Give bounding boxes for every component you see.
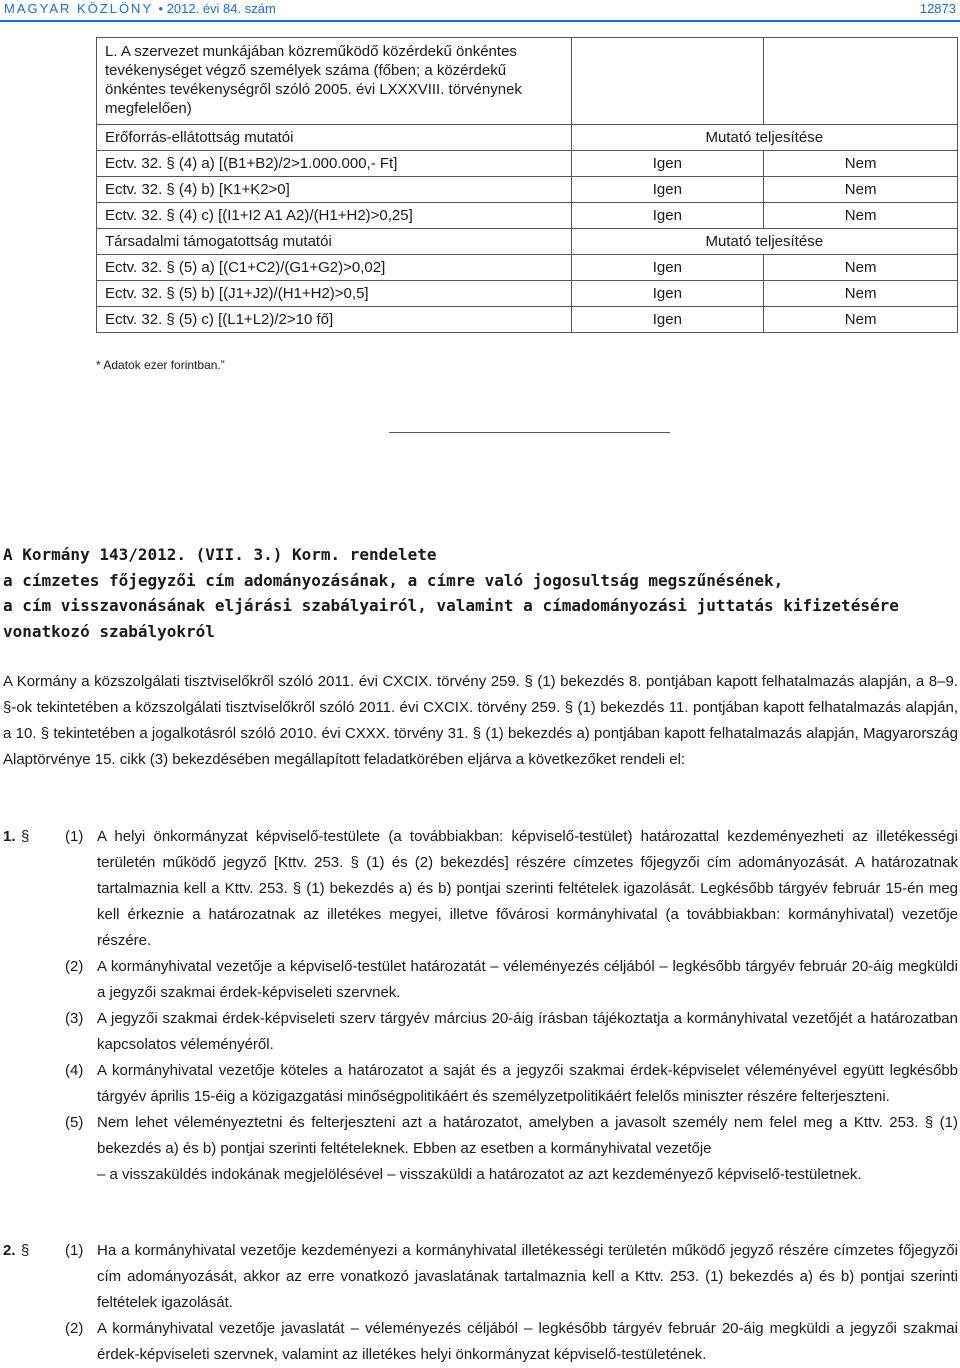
article-1 [3,824,958,1188]
section-label: Társadalmi támogatottság mutatói [97,229,572,255]
paragraph [3,1058,958,1110]
criterion-cell: Ectv. 32. § (4) b) [K1+K2>0] [97,177,572,203]
decree-title-line: A Kormány 143/2012. (VII. 3.) Korm. rendelete [3,545,437,564]
article-number: 1. [3,828,16,845]
paragraph-number: (2) [65,1320,84,1337]
paragraph [3,1316,958,1368]
paragraph [3,1006,958,1058]
paragraph [3,954,958,1006]
table-row [97,177,958,203]
yes-cell: Igen [571,281,764,307]
paragraph-text: A kormányhivatal vezetője köteles a határozatot a saját és a jegyzői szakmai érdek-képviselet véleményével együtt legkésőbb tárgyév április 15-éig a közigazgatási minőségpolitikáért és személyzetpolitikáért felelős miniszter részére felterjeszteni. [97,1062,958,1105]
section-separator [389,432,670,433]
result-header: Mutató teljesítése [571,229,958,255]
criterion-cell: Ectv. 32. § (5) b) [(J1+J2)/(H1+H2)>0,5] [97,281,572,307]
article-number: 2. [3,1242,16,1259]
criterion-cell: Ectv. 32. § (4) a) [(B1+B2)/2>1.000.000,- Ft] [97,151,572,177]
paragraph-number: (2) [65,958,84,975]
indicator-table [96,37,958,333]
table-row [97,151,958,177]
table-row [97,281,958,307]
section-sign: § [21,828,30,845]
decree-title-line: a címzetes főjegyzői cím adományozásának, a címre való jogosultság megszűnésének, [3,570,784,590]
yes-cell: Igen [571,203,764,229]
paragraph-text: Ha a kormányhivatal vezetője kezdeményezi a kormányhivatal illetékességi területén működő jegyző részére címzetes főjegyzői cím adományozását, akkor az erre vonatkozó javaslatának tartalmaznia kell a Kttv. 253. (1) bekezdés a) és b) pontjai szerinti feltételek igazolását. [97,1242,958,1311]
paragraph-text-continued: – a visszaküldés indokának megjelölésével – visszaküldi a határozatot az azt kezdeményező képviselő-testületnek. [97,1166,862,1183]
criterion-cell: Ectv. 32. § (5) a) [(C1+C2)/(G1+G2)>0,02] [97,255,572,281]
paragraph [3,824,958,954]
paragraph-text: A kormányhivatal vezetője javaslatát – véleményezés céljából – legkésőbb tárgyév február 20-áig megküldi a jegyzői szakmai érdek-képviseleti szervnek, valamint az illetékes helyi önkormányzat képviselő-testületének. [97,1320,958,1363]
page-number: 12873 [919,1,956,16]
criterion-cell: Ectv. 32. § (5) c) [(L1+L2)/2>10 fő] [97,307,572,333]
yes-cell: Igen [571,151,764,177]
journal-title: MAGYAR KÖZLÖNY • 2012. évi 84. szám [4,1,276,16]
table-cell [571,38,764,125]
table-row [97,255,958,281]
section-label: Erőforrás-ellátottság mutatói [97,125,572,151]
paragraph-text: A jegyzői szakmai érdek-képviseleti szerv tárgyév március 20-áig írásban tájékoztatja a kormányhivatal vezetőjét a határozatban kapcsolatos véleményéről. [97,1010,958,1053]
paragraph-number: (5) [65,1114,84,1131]
issue-label: • 2012. évi 84. szám [158,1,276,16]
yes-cell: Igen [571,307,764,333]
decree-title [3,542,953,644]
decree-title-line: a cím visszavonásának eljárási szabályairól, valamint a címadományozási juttatás kifizetésére [3,596,899,616]
paragraph-number: (1) [65,828,84,845]
no-cell: Nem [764,151,958,177]
paragraph [3,1238,958,1316]
decree-preamble: A Kormány a közszolgálati tisztviselőkről szóló 2011. évi CXCIX. törvény 259. § (1) bekezdés 8. pontjában kapott felhatalmazás alapján, a 8–9. §-ok tekintetében a közszolgálati tisztviselőkről szóló 2011. évi CXCIX. törvény 259. § (1) bekezdés 11. pontjában kapott felhatalmazás alapján, a 10. § tekintetében a jogalkotásról szóló 2010. évi CXXX. törvény 31. § (1) bekezdés a) pontjában kapott felhatalmazás alapján, Magyarország Alaptörvénye 15. cikk (3) bekezdésében megállapított feladatkörében eljárva a következőket rendeli el: [3,673,958,768]
paragraph-text: Nem lehet véleményeztetni és felterjeszteni azt a határozatot, amelyben a javasolt személy nem felel meg a Kttv. 253. § (1) bekezdés a) és b) pontjai szerinti feltételeknek. Ebben az esetben a kormányhivatal vezetője [97,1114,958,1157]
no-cell: Nem [764,177,958,203]
table-section-header [97,229,958,255]
section-sign: § [21,1242,30,1259]
paragraph [3,1110,958,1188]
yes-cell: Igen [571,177,764,203]
paragraph-text: A helyi önkormányzat képviselő-testülete (a továbbiakban: képviselő-testület) határozattal kezdeményezheti az illetékességi területén működő jegyző [Kttv. 253. § (1) és (2) bekezdés] részére címzetes főjegyzői cím adományozását. A határozatnak tartalmaznia kell a Kttv. 253. § (1) bekezdés a) és b) pontjai szerinti feltételek igazolását. Legkésőbb tárgyév február 15-én meg kell érkeznie a határozatnak az illetékes megyei, illetve fővárosi kormányhivatal (a továbbiakban: kormányhivatal) vezetője részére. [97,828,958,949]
header-rule [0,20,960,22]
paragraph-number: (1) [65,1242,84,1259]
criterion-cell: Ectv. 32. § (4) c) [(I1+I2 A1 A2)/(H1+H2)>0,25] [97,203,572,229]
no-cell: Nem [764,307,958,333]
table-footnote: * Adatok ezer forintban.” [96,358,225,372]
table-section-header [97,125,958,151]
paragraph-text: A kormányhivatal vezetője a képviselő-testület határozatát – véleményezés céljából – legkésőbb tárgyév február 20-áig megküldi a jegyzői szakmai érdek-képviseleti szervnek. [97,958,958,1001]
decree-title-line: vonatkozó szabályokról [3,621,215,641]
result-header: Mutató teljesítése [571,125,958,151]
page-header [0,0,960,22]
article-2 [3,1238,958,1368]
no-cell: Nem [764,255,958,281]
no-cell: Nem [764,203,958,229]
table-cell: L. A szervezet munkájában közreműködő közérdekű önkéntes tevékenységet végző személyek száma (főben; a közérdekű önkéntes tevékenységről szóló 2005. évi LXXXVIII. törvénynek megfelelően) [97,38,572,125]
no-cell: Nem [764,281,958,307]
paragraph-number: (3) [65,1010,84,1027]
table-row [97,307,958,333]
table-row [97,38,958,125]
table-row [97,203,958,229]
yes-cell: Igen [571,255,764,281]
paragraph-number: (4) [65,1062,84,1079]
table-cell [764,38,958,125]
